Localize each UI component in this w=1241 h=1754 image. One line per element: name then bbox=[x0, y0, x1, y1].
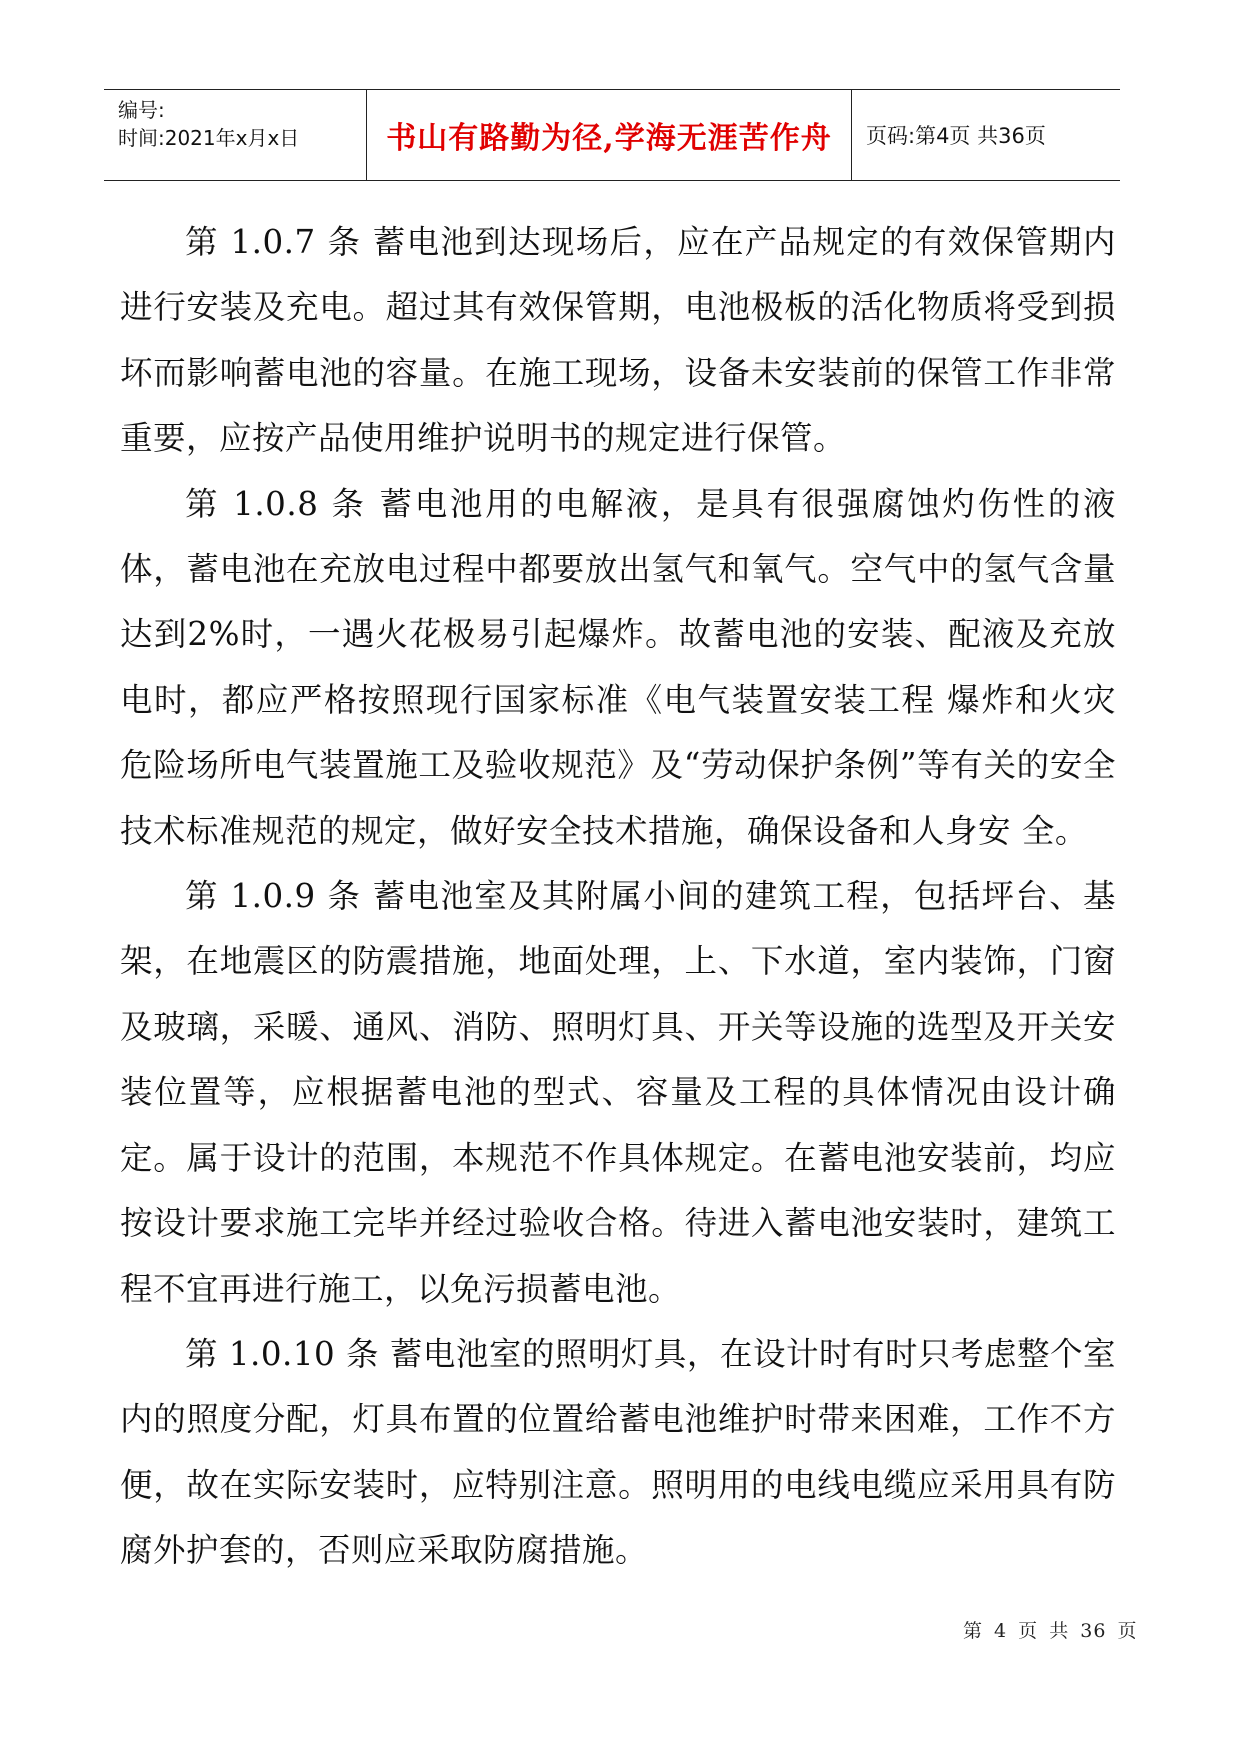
document-time-label: 时间:2021年x月x日 bbox=[118, 126, 300, 150]
paragraph-article-1-0-8: 第 1.0.8 条 蓄电池用的电解液，是具有很强腐蚀灼伤性的液体，蓄电池在充放电过程中都要放出氢气和氧气。空气中的氢气含量达到2%时，一遇火花极易引起爆炸。故蓄电池的安装、配液及充放电时，都应严格按照现行国家标准《电气装置安装工程 爆炸和火灾危险场所电气装置施工及验收规范》及“劳动保护条例”等有关的安全技术标准规范的规定，做好安全技术措施，确保设备和人身安 全。 bbox=[120, 484, 1116, 850]
document-body bbox=[120, 210, 1116, 1584]
paragraph-article-1-0-10: 第 1.0.10 条 蓄电池室的照明灯具，在设计时有时只考虑整个室内的照度分配，灯具布置的位置给蓄电池维护时带来困难，工作不方便，故在实际安装时，应特别注意。照明用的电线电缆应采用具有防腐外护套的，否则应采取防腐措施。 bbox=[120, 1334, 1116, 1570]
header-meta-cell bbox=[104, 90, 367, 180]
header-page-cell bbox=[852, 90, 1120, 180]
paragraph-article-1-0-7: 第 1.0.7 条 蓄电池到达现场后，应在产品规定的有效保管期内进行安装及充电。超过其有效保管期，电池极板的活化物质将受到损坏而影响蓄电池的容量。在施工现场，设备未安装前的保管工作非常重要，应按产品使用维护说明书的规定进行保管。 bbox=[120, 223, 1116, 458]
header-page-number: 页码:第4页 共36页 bbox=[866, 124, 1046, 148]
document-number-label: 编号: bbox=[118, 98, 165, 122]
page-header bbox=[104, 89, 1120, 181]
header-motto: 书山有路勤为径,学海无涯苦作舟 bbox=[386, 121, 832, 156]
footer-page-number: 第 4 页 共 36 页 bbox=[963, 1620, 1138, 1642]
paragraph-article-1-0-9: 第 1.0.9 条 蓄电池室及其附属小间的建筑工程，包括坪台、基架，在地震区的防震措施，地面处理，上、下水道，室内装饰，门窗及玻璃，采暖、通风、消防、照明灯具、开关等设施的选型及开关安装位置等，应根据蓄电池的型式、容量及工程的具体情况由设计确定。属于设计的范围，本规范不作具体规定。在蓄电池安装前，均应按设计要求施工完毕并经过验收合格。待进入蓄电池安装时，建筑工程不宜再进行施工，以免污损蓄电池。 bbox=[120, 877, 1116, 1308]
header-motto-cell bbox=[367, 90, 852, 180]
page-footer bbox=[963, 1616, 1137, 1643]
